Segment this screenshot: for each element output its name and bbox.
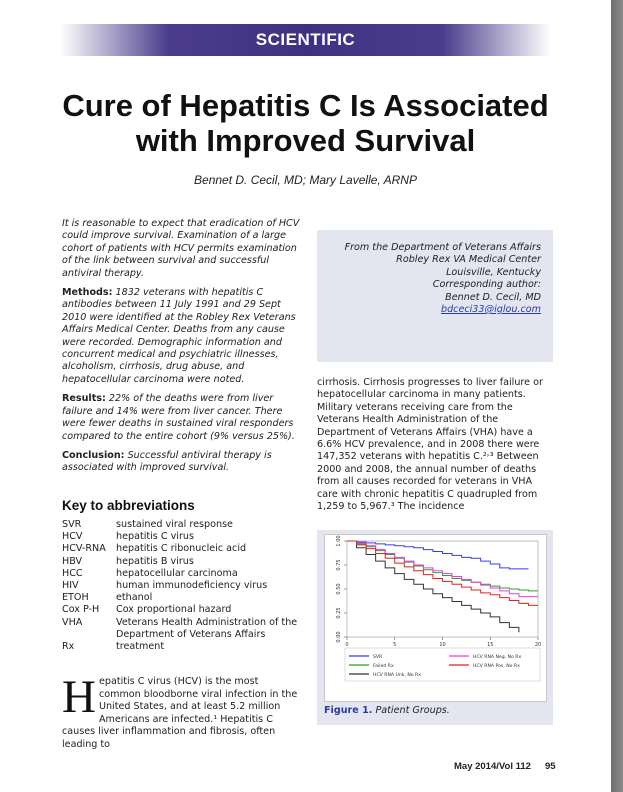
intro-text: epatitis C virus (HCV) is the most common bloodborne viral infection in the United States, and at least 5.2 million Americans are infected.¹ Hepatitis C causes liver inflammation and fibrosis, often leading to	[62, 676, 298, 750]
y-tick-label: 1.00	[336, 535, 342, 547]
abstract	[62, 218, 300, 482]
survival-chart	[325, 535, 546, 701]
abbreviation-row	[62, 592, 302, 604]
abbreviation-row	[62, 519, 302, 531]
issue-info: May 2014/Vol 112	[454, 761, 531, 772]
abbreviation-row	[62, 604, 302, 616]
abbreviation-row	[62, 543, 302, 555]
affiliation-line: From the Department of Veterans Affairs	[344, 242, 541, 253]
abbreviation-term: SVR	[62, 519, 82, 530]
abbreviation-row	[62, 531, 302, 543]
legend-label: HCV RNA Neg, No Rx	[473, 655, 522, 660]
page-edge	[611, 0, 623, 792]
abbreviation-term: HBV	[62, 555, 83, 567]
page-number: 95	[544, 761, 556, 772]
abbreviation-definition: hepatitis C ribonucleic acid	[116, 543, 247, 555]
article-title	[20, 88, 591, 158]
legend-label: SVR	[373, 655, 383, 660]
abbreviation-term: VHA	[62, 616, 83, 628]
x-tick-label: 20	[534, 642, 542, 648]
abbreviation-row	[62, 580, 302, 592]
methods-label: Methods:	[62, 287, 113, 299]
abbreviation-definition: hepatitis B virus	[116, 555, 194, 567]
x-tick-label: 5	[393, 642, 397, 648]
corresponding-name: Bennet D. Cecil, MD	[445, 291, 541, 303]
intro-paragraph	[62, 671, 300, 752]
abbreviation-definition: treatment	[116, 641, 165, 653]
abbreviations-table	[62, 519, 302, 653]
title-line-1: Cure of Hepatitis C Is Associated	[62, 88, 549, 123]
abbreviation-definition: human immunodeficiency virus	[116, 580, 268, 592]
abbreviation-definition: Cox proportional hazard	[116, 604, 232, 616]
x-tick-label: 0	[345, 642, 349, 648]
abbreviation-row	[62, 556, 302, 568]
conclusion-label: Conclusion:	[62, 449, 125, 461]
corresponding-label: Corresponding author:	[432, 279, 541, 291]
y-tick-label: 0.50	[336, 583, 342, 595]
methods-text: 1832 veterans with hepatitis C antibodies between 11 July 1991 and 29 Sept 2010 were identified at the Robley Rex Veterans Affairs Medical Center. Deaths from any cause were recorded. Demographic information and concurrent medical and psychiatric illnesses, alcoholism, cirrhosis, drug abuse, and hepatocellular carcinoma were noted.	[62, 287, 296, 385]
figure-label: Figure 1.	[324, 705, 373, 716]
abbreviation-term: HCV-RNA	[62, 543, 106, 555]
abbreviation-row	[62, 641, 302, 653]
y-tick-label: 0.75	[336, 559, 342, 571]
abbreviation-term: ETOH	[62, 592, 89, 604]
results-label: Results:	[62, 393, 106, 405]
affiliation-box	[317, 230, 553, 362]
y-tick-label: 0.00	[336, 631, 342, 643]
affiliation-line: Robley Rex VA Medical Center	[396, 254, 541, 266]
y-tick-label: 0.25	[336, 607, 342, 619]
title-line-2: with Improved Survival	[135, 123, 476, 158]
abstract-results	[62, 393, 300, 443]
x-tick-label: 10	[439, 642, 446, 648]
page-footer	[454, 761, 556, 772]
abbreviation-term: Rx	[62, 641, 75, 653]
figure-1	[317, 530, 553, 725]
abbreviation-row	[62, 617, 302, 641]
affiliation-text	[345, 242, 541, 316]
abbreviation-term: HIV	[62, 580, 79, 592]
abbreviation-definition: hepatocellular carcinoma	[116, 567, 238, 579]
legend-label: Failed Rx	[373, 664, 394, 669]
author-byline: Bennet D. Cecil, MD; Mary Lavelle, ARNP	[194, 173, 417, 187]
abbreviation-definition: hepatitis C virus	[116, 531, 194, 543]
figure-caption-text: Patient Groups.	[375, 705, 450, 716]
legend-label: HCV RNA Unk, No Rx	[373, 673, 421, 678]
abbreviation-term: HCC	[62, 567, 83, 579]
results-text: 22% of the deaths were from liver failure and 14% were from liver cancer. There were fewer deaths in sustained viral responders compared to the entire cohort (9% versus 25%).	[62, 393, 295, 442]
figure-plot-area	[324, 534, 547, 702]
abbreviation-term: Cox P-H	[62, 604, 100, 616]
x-tick-label: 15	[487, 642, 494, 648]
abbreviation-term: HCV	[62, 531, 83, 543]
section-label: SCIENTIFIC	[255, 30, 356, 49]
section-banner	[60, 24, 551, 56]
email-link[interactable]: bdceci33@iglou.com	[440, 304, 541, 316]
affiliation-line: Louisville, Kentucky	[446, 266, 541, 278]
drop-cap: H	[62, 671, 96, 723]
abstract-conclusion	[62, 450, 300, 475]
body-text-column-2: cirrhosis. Cirrhosis progresses to liver failure or hepatocellular carcinoma in many patients. Military veterans receiving care from the Veterans Health Administration of the Department of Veterans Affairs (VHA) have a 6.6% HCV prevalence, and in 2008 there were 147,352 veterans with hepatitis C.²˒³ Between 2000 and 2008, the annual number of deaths from all causes recorded for veterans in VHA care with chronic hepatitis C quadrupled from 1,259 to 5,967.³ The incidence	[317, 377, 543, 513]
abbreviation-row	[62, 568, 302, 580]
abstract-methods	[62, 287, 300, 386]
conclusion-text: Successful antiviral therapy is associated with improved survival.	[62, 449, 272, 474]
abbreviation-definition: ethanol	[116, 592, 153, 604]
legend-label: HCV RNA Pos, No Rx	[473, 664, 520, 669]
abstract-intro: It is reasonable to expect that eradication of HCV could improve survival. Examination of a large cohort of patients with HCV permits examination of the link between survival and successful antiviral therapy.	[62, 218, 300, 279]
figure-caption	[324, 705, 450, 716]
abbreviation-definition: Veterans Health Administration of the Department of Veterans Affairs	[116, 616, 298, 640]
abbreviation-definition: sustained viral response	[116, 519, 233, 530]
abbreviations-heading: Key to abbreviations	[62, 498, 195, 513]
